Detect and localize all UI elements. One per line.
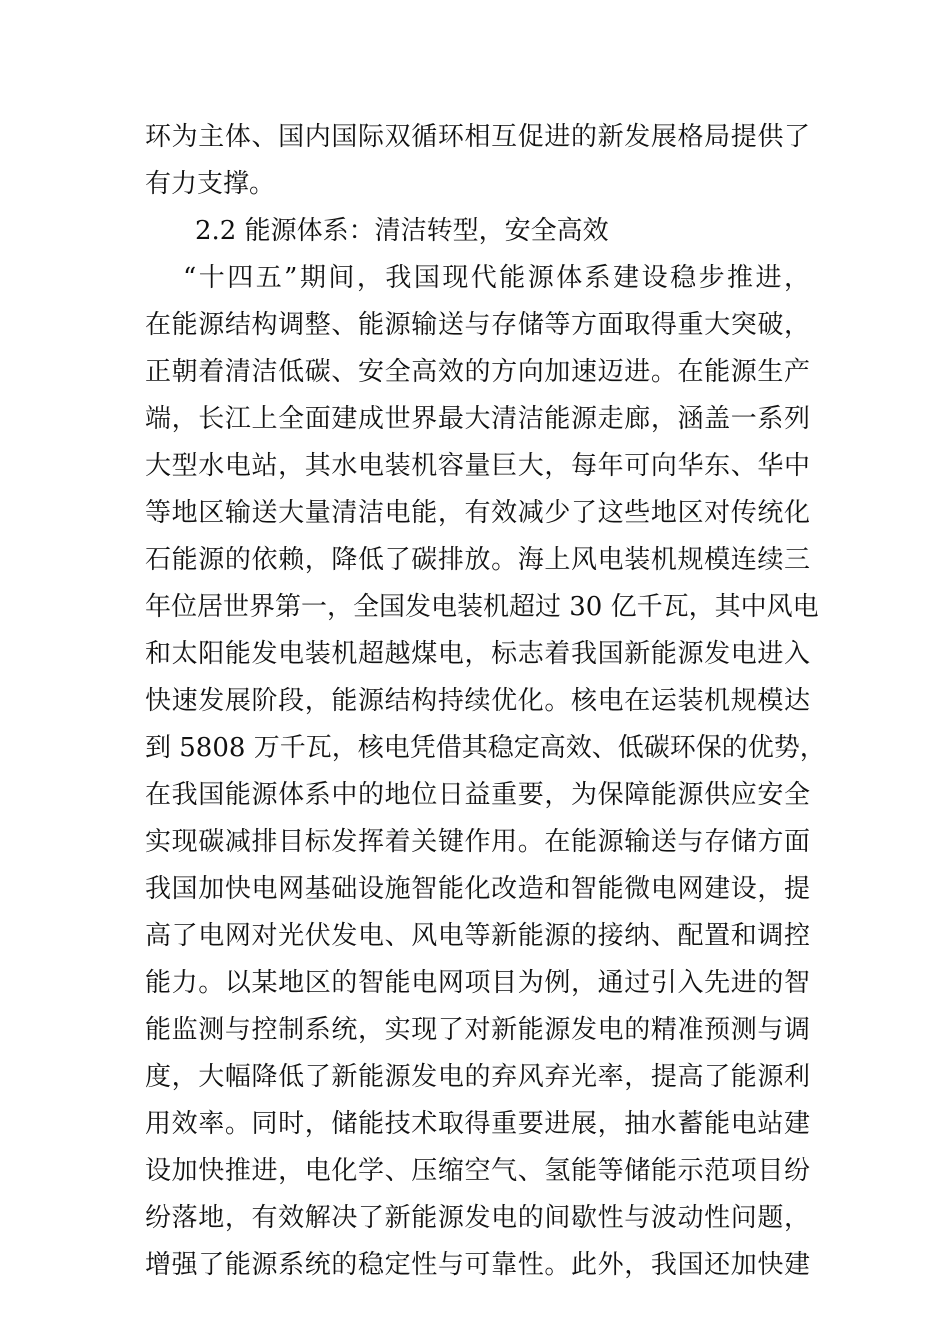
text-line: 到 5808 万千瓦，核电凭借其稳定高效、低碳环保的优势，	[145, 733, 826, 763]
paragraph-first-line: “十四五”期间，我国现代能源体系建设稳步推进，	[183, 263, 810, 293]
text-line: 能力。以某地区的智能电网项目为例，通过引入先进的智	[145, 968, 810, 998]
text-line: 纷落地，有效解决了新能源发电的间歇性与波动性问题，	[145, 1203, 810, 1233]
text-line: 实现碳减排目标发挥着关键作用。在能源输送与存储方面	[145, 827, 810, 857]
text-line: 环为主体、国内国际双循环相互促进的新发展格局提供了	[145, 122, 810, 152]
text-line: 快速发展阶段，能源结构持续优化。核电在运装机规模达	[145, 686, 810, 716]
text-line: 高了电网对光伏发电、风电等新能源的接纳、配置和调控	[145, 921, 810, 951]
text-line: 设加快推进，电化学、压缩空气、氢能等储能示范项目纷	[145, 1156, 810, 1186]
text-line: 增强了能源系统的稳定性与可靠性。此外，我国还加快建	[145, 1250, 810, 1280]
text-line: 年位居世界第一，全国发电装机超过 30 亿千瓦，其中风电	[145, 592, 819, 622]
text-line: 在我国能源体系中的地位日益重要，为保障能源供应安全	[145, 780, 810, 810]
text-line: 和太阳能发电装机超越煤电，标志着我国新能源发电进入	[145, 639, 810, 669]
text-line: 用效率。同时，储能技术取得重要进展，抽水蓄能电站建	[145, 1109, 810, 1139]
text-line: 有力支撑。	[145, 169, 276, 199]
text-line: 等地区输送大量清洁电能，有效减少了这些地区对传统化	[145, 498, 810, 528]
text-line: 度，大幅降低了新能源发电的弃风弃光率，提高了能源利	[145, 1062, 810, 1092]
text-line: 石能源的依赖，降低了碳排放。海上风电装机规模连续三	[145, 545, 810, 575]
text-line: 正朝着清洁低碳、安全高效的方向加速迈进。在能源生产	[145, 357, 810, 387]
body-text	[145, 114, 826, 1289]
text-line: 在能源结构调整、能源输送与存储等方面取得重大突破，	[145, 310, 810, 340]
section-heading: 2.2 能源体系：清洁转型，安全高效	[195, 216, 609, 246]
text-line: 我国加快电网基础设施智能化改造和智能微电网建设，提	[145, 874, 810, 904]
text-line: 端，长江上全面建成世界最大清洁能源走廊，涵盖一系列	[145, 404, 810, 434]
text-line: 能监测与控制系统，实现了对新能源发电的精准预测与调	[145, 1015, 810, 1045]
text-line: 大型水电站，其水电装机容量巨大，每年可向华东、华中	[145, 451, 810, 481]
